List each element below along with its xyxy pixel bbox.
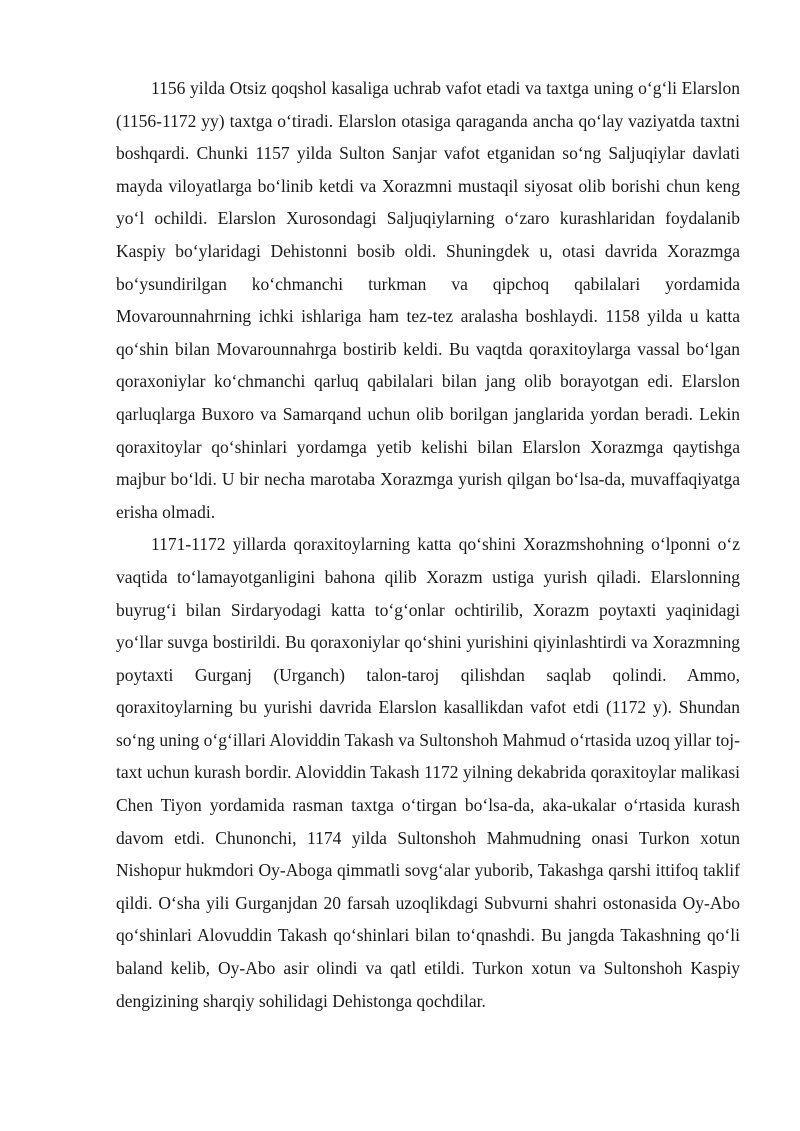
paragraph-1: 1156 yilda Otsiz qoqshol kasaliga uchrab vafot etadi va taxtga uning o‘g‘li Elarslon (1156-1172 yy) taxtga o‘tiradi. Elarslon otasiga qaraganda ancha qo‘lay vaziyatda taxtni boshqardi. Chunki 1157 yilda Sulton Sanjar vafot etganidan so‘ng Saljuqiylar davlati mayda viloyatlarga bo‘linib ketdi va Xorazmni mustaqil siyosat olib borishi chun keng yo‘l ochildi. Elarslon Xurosondagi Saljuqiylarning o‘zaro kurashlaridan foydalanib Kaspiy bo‘ylaridagi Dehistonni bosib oldi. Shuningdek u, otasi davrida Xorazmga bo‘ysundirilgan ko‘chmanchi turkman va qipchoq qabilalari yordamida Movarounnahrning ichki ishlariga ham tez-tez aralasha boshlaydi. 1158 yilda u katta qo‘shin bilan Movarounnahrga bostirib keldi. Bu vaqtda qoraxitoylarga vassal bo‘lgan qoraxoniylar ko‘chmanchi qarluq qabilalari bilan jang olib borayotgan edi. Elarslon qarluqlarga Buxoro va Samarqand uchun olib borilgan janglarida yordan beradi. Lekin qoraxitoylar qo‘shinlari yordamga yetib kelishi bilan Elarslon Xorazmga qaytishga majbur bo‘ldi. U bir necha marotaba Xorazmga yurish qilgan bo‘lsa-da, muvaffaqiyatga erisha olmadi. [116,78,740,522]
document-page [116,72,740,1017]
paragraph-2: 1171-1172 yillarda qoraxitoylarning katta qo‘shini Xorazmshohning o‘lponni o‘z vaqtida to‘lamayotganligini bahona qilib Xorazm ustiga yurish qiladi. Elarslonning buyrug‘i bilan Sirdaryodagi katta to‘g‘onlar ochtirilib, Xorazm poytaxti yaqinidagi yo‘llar suvga bostirildi. Bu qoraxoniylar qo‘shini yurishini qiyinlashtirdi va Xorazmning poytaxti Gurganj (Urganch) talon-taroj qilishdan saqlab qolindi. Ammo, qoraxitoylarning bu yurishi davrida Elarslon kasallikdan vafot etdi (1172 y). Shundan so‘ng uning o‘g‘illari Aloviddin Takash va Sultonshoh Mahmud o‘rtasida uzoq yillar toj-taxt uchun kurash bordir. Aloviddin Takash 1172 yilning dekabrida qoraxitoylar malikasi Chen Tiyon yordamida rasman taxtga o‘tirgan bo‘lsa-da, aka-ukalar o‘rtasida kurash davom etdi. Chunonchi, 1174 yilda Sultonshoh Mahmudning onasi Turkon xotun Nishopur hukmdori Oy-Aboga qimmatli sovg‘alar yuborib, Takashga qarshi ittifoq taklif qildi. O‘sha yili Gurganjdan 20 farsah uzoqlikdagi Subvurni shahri ostonasida Oy-Abo qo‘shinlari Alovuddin Takash qo‘shinlari bilan to‘qnashdi. Bu jangda Takashning qo‘li baland kelib, Oy-Abo asir olindi va qatl etildi. Turkon xotun va Sultonshoh Kaspiy dengizining sharqiy sohilidagi Dehistonga qochdilar. [116,534,740,1011]
